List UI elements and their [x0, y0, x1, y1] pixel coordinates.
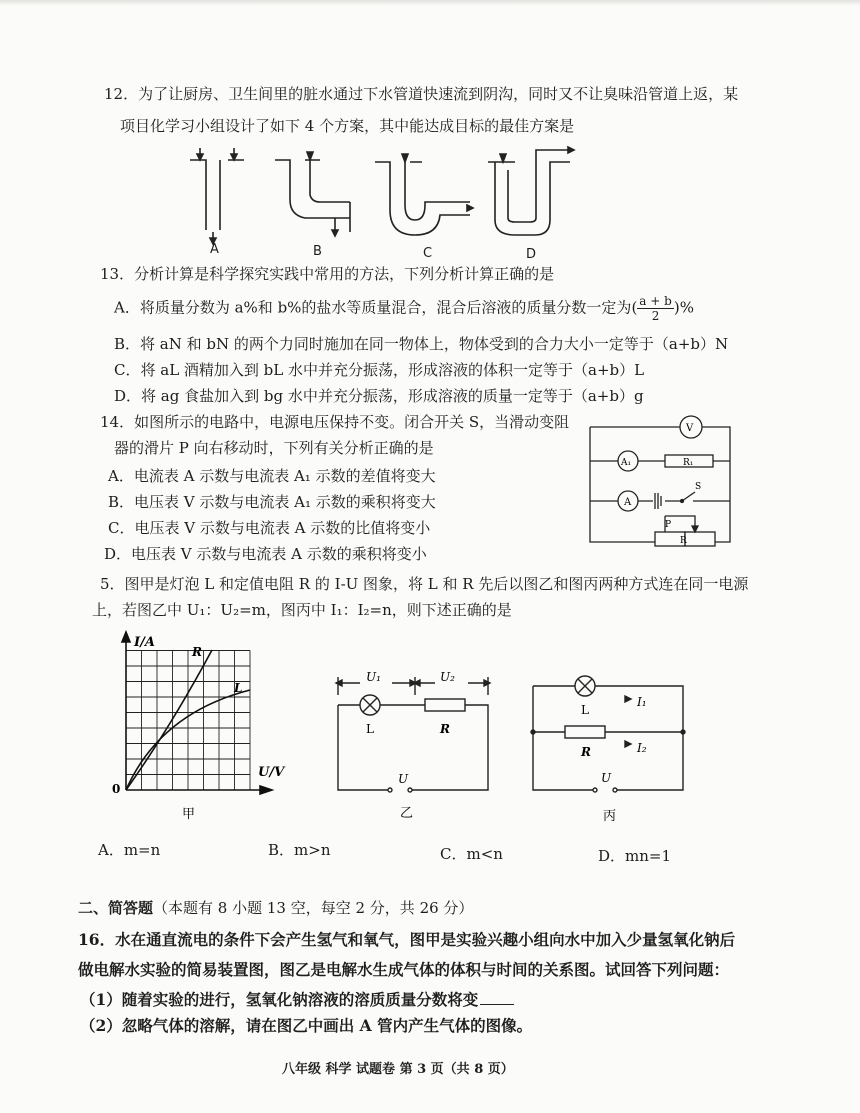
- pipe-option-c: [375, 154, 473, 235]
- q16-answer-blank: [480, 988, 514, 1005]
- page-top-edge: [0, 0, 860, 6]
- yi-lamp-label: L: [366, 722, 374, 736]
- q14-option-b: B．电压表 V 示数与电流表 A₁ 示数的乘积将变大: [108, 493, 436, 511]
- q14-option-d: D．电压表 V 示数与电流表 A 示数的乘积将变小: [104, 545, 427, 563]
- q14-slider-label: P: [665, 520, 672, 530]
- q13-fraction-numerator: a + b: [639, 294, 672, 308]
- pipe-option-d: [488, 147, 574, 235]
- yi-u2-label: U₂: [440, 670, 455, 684]
- q13-option-c: C．将 aL 酒精加入到 bL 水中并充分振荡，形成溶液的体积一定等于（a+b）L: [114, 361, 645, 379]
- q13-option-d: D．将 ag 食盐加入到 bg 水中并充分振荡，形成溶液的质量一定等于（a+b）g: [114, 387, 644, 405]
- bing-i1-label: I₁: [637, 695, 647, 709]
- q15-stem-line1: 5．图甲是灯泡 L 和定值电阻 R 的 I-U 图象，将 L 和 R 先后以图乙和图丙两种方式连在同一电源: [100, 575, 749, 593]
- q14-resistor-r1-label: R₁: [683, 458, 694, 468]
- q13-stem: 13．分析计算是科学探究实践中常用的方法，下列分析计算正确的是: [100, 265, 555, 283]
- q14-switch-label: S: [695, 482, 702, 492]
- q13-option-a-text: A．将质量分数为 a%和 b%的盐水等质量混合，混合后溶液的质量分数一定为: [114, 298, 632, 317]
- q14-voltmeter-label: V: [686, 423, 694, 434]
- page-footer: 八年级 科学 试题卷 第 3 页（共 8 页）: [282, 1062, 514, 1077]
- q15-series-circuit: [330, 665, 500, 825]
- graph-caption: 甲: [182, 807, 196, 822]
- bing-source-label: U: [601, 771, 612, 785]
- q16-part1: [80, 988, 514, 1010]
- q13-option-a-unit: %: [679, 298, 694, 317]
- graph-curve-l-label: L: [234, 681, 243, 695]
- q13-option-a: A．将质量分数为 a%和 b%的盐水等质量混合，混合后溶液的质量分数一定为( $\frac{a + b}{2}$ )%: [114, 294, 694, 323]
- graph-y-label: I/A: [134, 635, 155, 650]
- q16-stem-line2: 做电解水实验的简易装置图，图乙是电解水生成气体的体积与时间的关系图。试回答下列问题：: [78, 960, 730, 979]
- graph-x-label: U/V: [258, 765, 285, 780]
- yi-source-label: U: [398, 772, 409, 786]
- q12-label-b: B: [313, 244, 322, 259]
- yi-resistor-label: R: [440, 722, 450, 736]
- q15-iu-graph: [100, 628, 300, 828]
- q14-stem-line2: 器的滑片 P 向右移动时，下列有关分析正确的是: [114, 439, 434, 457]
- q13-fraction: [637, 294, 674, 323]
- q15-stem-line2: 上，若图乙中 U₁：U₂=m，图丙中 I₁：I₂=n，则下述正确的是: [92, 601, 512, 619]
- q16-part2: （2）忽略气体的溶解，请在图乙中画出 A 管内产生气体的图像。: [80, 1016, 533, 1035]
- q13-fraction-denominator: 2: [651, 309, 660, 323]
- q16-stem-line1: 16．水在通直流电的条件下会产生氢气和氧气，图甲是实验兴趣小组向水中加入少量氢氧化钠后: [78, 930, 736, 949]
- yi-u1-label: U₁: [366, 670, 381, 684]
- pipe-option-b: [275, 152, 350, 236]
- q14-rheostat-label: R: [680, 536, 687, 546]
- graph-grid: [126, 651, 250, 791]
- q12-label-a: A: [210, 242, 219, 257]
- section2-heading: [78, 898, 473, 918]
- graph-curve-r: [126, 650, 212, 790]
- section2-title: 二、简答题: [78, 899, 154, 917]
- q14-ammeter-a-label: A: [624, 497, 632, 508]
- bing-lamp-label: L: [581, 703, 589, 717]
- q12-stem-line1: 12．为了让厨房、卫生间里的脏水通过下水管道快速流到阴沟，同时又不让臭味沿管道上返，某: [104, 85, 739, 103]
- yi-caption: 乙: [400, 806, 414, 821]
- q12-stem-line2: 项目化学习小组设计了如下 4 个方案，其中能达成目标的最佳方案是: [120, 117, 575, 135]
- q14-ammeter-a1-label: A₁: [621, 458, 632, 468]
- q15-option-c: C．m<n: [440, 845, 503, 863]
- pipe-option-a: [190, 148, 244, 244]
- q12-label-c: C: [423, 246, 433, 261]
- q15-option-b: B．m>n: [268, 841, 331, 859]
- q15-parallel-circuit: [525, 668, 695, 828]
- graph-curve-r-label: R: [192, 645, 202, 659]
- bing-resistor-label: R: [581, 745, 591, 759]
- bing-caption: 丙: [603, 809, 617, 824]
- q14-stem-line1: 14．如图所示的电路中，电源电压保持不变。闭合开关 S，当滑动变阻: [100, 413, 570, 431]
- section2-note: （本题有 8 小题 13 空，每空 2 分，共 26 分）: [153, 899, 474, 917]
- q16-part1-text: （1）随着实验的进行，氢氧化钠溶液的溶质质量分数将变: [80, 990, 479, 1009]
- q13-option-b: B．将 aN 和 bN 的两个力同时施加在同一物体上，物体受到的合力大小一定等于（a+b）N: [114, 335, 729, 353]
- q12-label-d: D: [526, 247, 537, 262]
- q15-option-d: D．mn=1: [598, 847, 672, 865]
- q14-option-a: A．电流表 A 示数与电流表 A₁ 示数的差值将变大: [108, 467, 436, 485]
- q15-option-a: A．m=n: [98, 841, 161, 859]
- bing-i2-label: I₂: [637, 741, 647, 755]
- q14-option-c: C．电压表 V 示数与电流表 A 示数的比值将变小: [108, 519, 431, 537]
- q14-circuit-diagram: [585, 412, 735, 552]
- graph-origin-label: 0: [112, 782, 121, 796]
